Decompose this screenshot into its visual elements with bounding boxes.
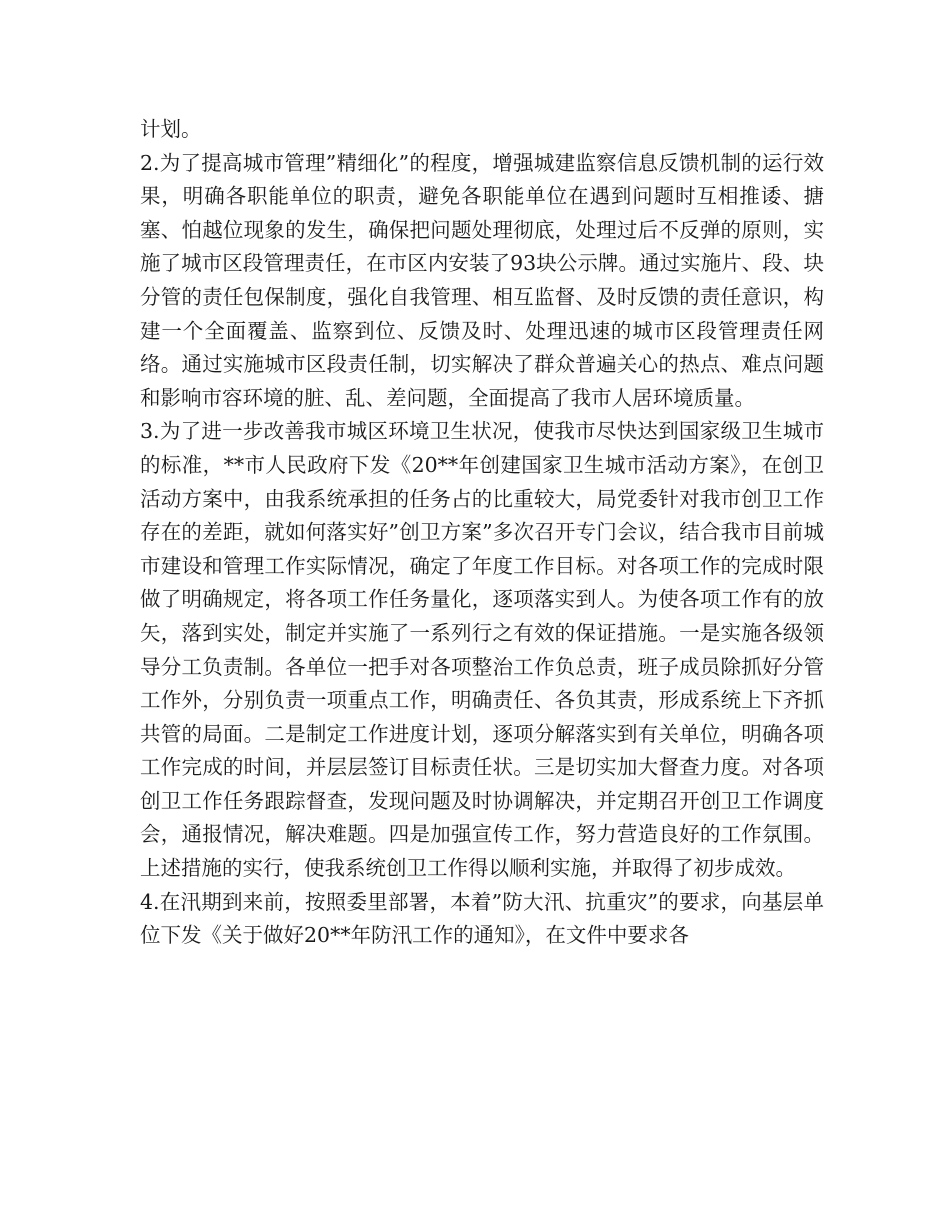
paragraph-item-3: 3.为了进一步改善我市城区环境卫生状况，使我市尽快达到国家级卫生城市的标准，**市人民政府下发《20**年创建国家卫生城市活动方案》，在创卫活动方案中，由我系统承担的任务占的比重较大，局党委针对我市创卫工作存在的差距，就如何落实好”创卫方案”多次召开专门会议，结合我市目前城市建设和管理工作实际情况，确定了年度工作目标。对各项工作的完成时限做了明确规定，将各项工作任务量化，逐项落实到人。为使各项工作有的放矢，落到实处，制定并实施了一系列行之有效的保证措施。一是实施各级领导分工负责制。各单位一把手对各项整治工作负总责，班子成员除抓好分管工作外，分别负责一项重点工作，明确责任、各负其责，形成系统上下齐抓共管的局面。二是制定工作进度计划，逐项分解落实到有关单位，明确各项工作完成的时间，并层层签订目标责任状。三是切实加大督查力度。对各项创卫工作任务跟踪督查，发现问题及时协调解决，并定期召开创卫工作调度会，通报情况，解决难题。四是加强宣传工作，努力营造良好的工作氛围。上述措施的实行，使我系统创卫工作得以顺利实施，并取得了初步成效。 [140,419,824,881]
document-page [140,113,824,953]
paragraph-item-4: 4.在汛期到来前，按照委里部署，本着”防大汛、抗重灾”的要求，向基层单位下发《关于做好20**年防汛工作的通知》，在文件中要求各 [140,889,824,948]
paragraph-plan-end: 计划。 [140,117,202,141]
paragraph-item-2: 2.为了提高城市管理”精细化”的程度，增强城建监察信息反馈机制的运行效果，明确各职能单位的职责，避免各职能单位在遇到问题时互相推诿、搪塞、怕越位现象的发生，确保把问题处理彻底，处理过后不反弹的原则，实施了城市区段管理责任，在市区内安装了93块公示牌。通过实施片、段、块分管的责任包保制度，强化自我管理、相互监督、及时反馈的责任意识，构建一个全面覆盖、监察到位、反馈及时、处理迅速的城市区段管理责任网络。通过实施城市区段责任制，切实解决了群众普遍关心的热点、难点问题和影响市容环境的脏、乱、差问题，全面提高了我市人居环境质量。 [140,150,824,410]
